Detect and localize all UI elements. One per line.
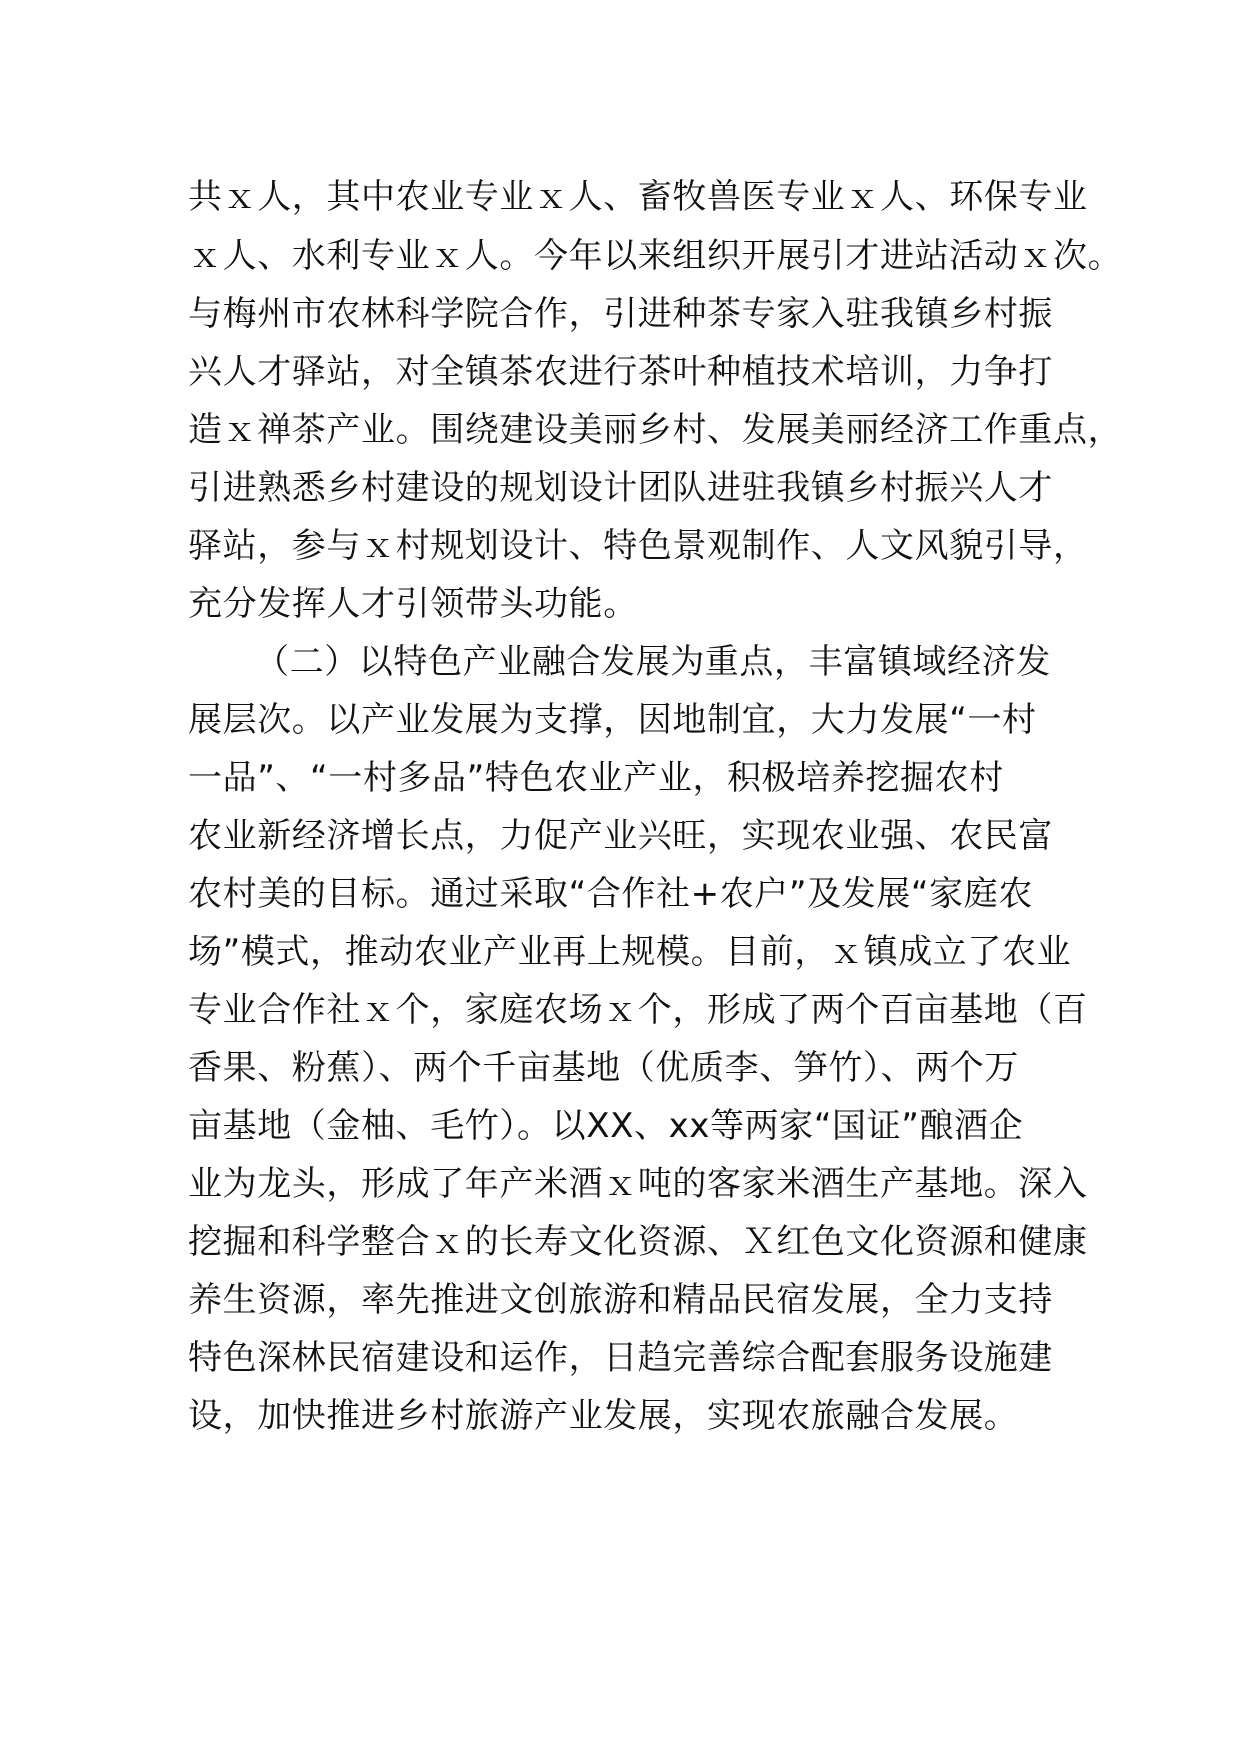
text-line: 挖掘和科学整合ｘ的长寿文化资源、Ｘ红色文化资源和健康 [188, 1222, 1088, 1262]
text-line: ｘ人、水利专业ｘ人。今年以来组织开展引才进站活动ｘ次。 [188, 236, 1123, 276]
text-line: 亩基地（金柚、毛竹）。以XX、xx等两家“国证”酿酒企 [188, 1106, 1024, 1146]
text-line: 特色深林民宿建设和运作，日趋完善综合配套服务设施建 [188, 1338, 1053, 1378]
text-line: 场”模式，推动农业产业再上规模。目前，ｘ镇成立了农业 [188, 932, 1072, 972]
text-line: 共ｘ人，其中农业专业ｘ人、畜牧兽医专业ｘ人、环保专业 [188, 177, 1088, 217]
text-line: 引进熟悉乡村建设的规划设计团队进驻我镇乡村振兴人才 [188, 468, 1053, 508]
text-line: 展层次。以产业发展为支撑，因地制宜，大力发展“一村 [188, 700, 1037, 740]
text-line: 农村美的目标。通过采取“合作社+农户”及发展“家庭农 [188, 874, 1033, 914]
text-line: 专业合作社ｘ个，家庭农场ｘ个，形成了两个百亩基地（百 [188, 990, 1088, 1030]
text-line: 一品”、“一村多品”特色农业产业，积极培养挖掘农村 [188, 758, 1004, 798]
text-line: 养生资源，率先推进文创旅游和精品民宿发展，全力支持 [188, 1280, 1053, 1320]
text-line: 设，加快推进乡村旅游产业发展，实现农旅融合发展。 [188, 1396, 1019, 1436]
text-line: 兴人才驿站，对全镇茶农进行茶叶种植技术培训，力争打 [188, 352, 1053, 392]
text-line: 驿站，参与ｘ村规划设计、特色景观制作、人文风貌引导， [188, 526, 1088, 566]
text-line: 业为龙头，形成了年产米酒ｘ吨的客家米酒生产基地。深入 [188, 1164, 1088, 1204]
section-heading-line: （二）以特色产业融合发展为重点，丰富镇域经济发 [255, 642, 1051, 682]
text-line: 充分发挥人才引领带头功能。 [188, 584, 638, 624]
text-line: 农业新经济增长点，力促产业兴旺，实现农业强、农民富 [188, 816, 1053, 856]
text-line: 与梅州市农林科学院合作，引进种茶专家入驻我镇乡村振 [188, 294, 1053, 334]
text-line: 香果、粉蕉）、两个千亩基地（优质李、笋竹）、两个万 [188, 1048, 1019, 1088]
text-line: 造ｘ禅茶产业。围绕建设美丽乡村、发展美丽经济工作重点， [188, 410, 1123, 450]
